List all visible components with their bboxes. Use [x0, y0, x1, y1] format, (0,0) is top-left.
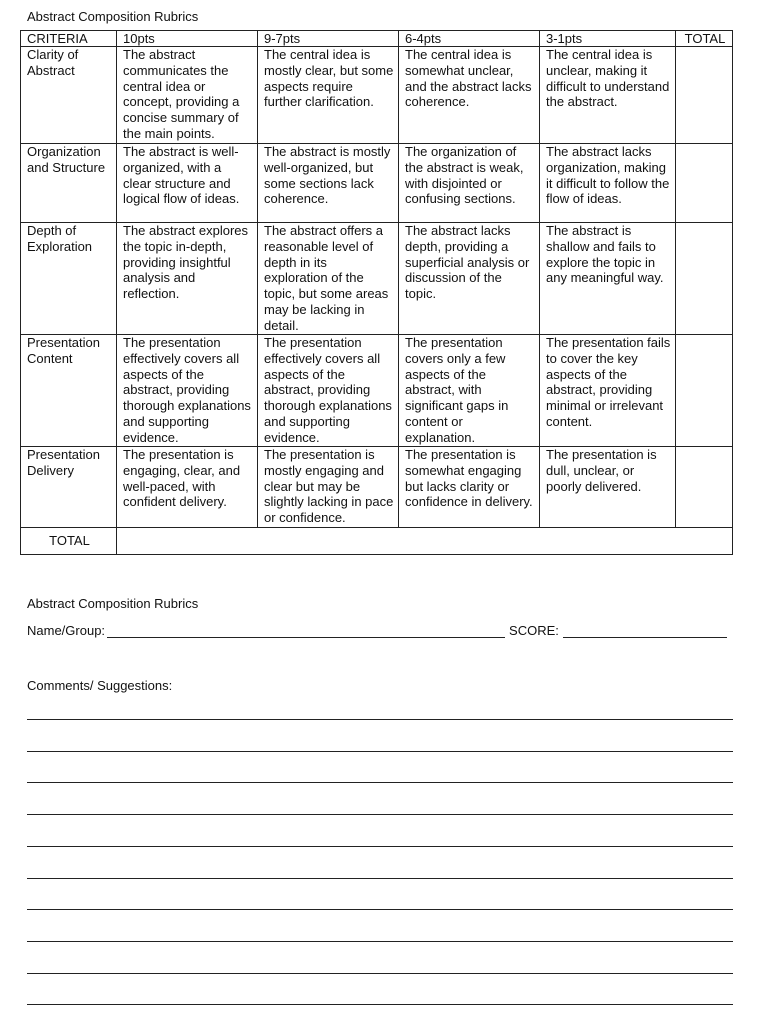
comment-line[interactable]	[27, 719, 733, 720]
criteria-cell: Clarity of Abstract	[21, 47, 117, 144]
rubric-cell: The presentation is dull, unclear, or poorly delivered.	[540, 447, 676, 528]
column-header-criteria: CRITERIA	[21, 31, 117, 47]
total-row	[21, 528, 733, 555]
form-title: Abstract Composition Rubrics	[27, 596, 199, 611]
table-row	[21, 223, 733, 335]
rubric-cell: The presentation effectively covers all aspects of the abstract, providing thorough explanations and supporting evidence.	[258, 335, 399, 447]
column-header-6-4pts: 6-4pts	[399, 31, 540, 47]
name-group-label: Name/Group:	[27, 623, 106, 638]
total-row-label: TOTAL	[21, 528, 117, 555]
total-score-cell[interactable]	[676, 335, 733, 447]
table-row	[21, 335, 733, 447]
total-score-cell[interactable]	[676, 144, 733, 223]
comment-line[interactable]	[27, 909, 733, 910]
total-score-cell[interactable]	[676, 447, 733, 528]
table-row	[21, 144, 733, 223]
comment-line[interactable]	[27, 973, 733, 974]
comment-line[interactable]	[27, 878, 733, 879]
rubric-cell: The central idea is unclear, making it difficult to understand the abstract.	[540, 47, 676, 144]
rubric-cell: The presentation covers only a few aspects of the abstract, with significant gaps in content or explanation.	[399, 335, 540, 447]
rubric-cell: The abstract lacks depth, providing a superficial analysis or discussion of the topic.	[399, 223, 540, 335]
criteria-cell: Presentation Delivery	[21, 447, 117, 528]
rubric-cell: The central idea is mostly clear, but some aspects require further clarification.	[258, 47, 399, 144]
score-field[interactable]	[563, 623, 727, 638]
comment-line[interactable]	[27, 782, 733, 783]
total-score-cell[interactable]	[676, 223, 733, 335]
table-row	[21, 447, 733, 528]
rubric-cell: The abstract explores the topic in-depth, providing insightful analysis and reflection.	[117, 223, 258, 335]
rubric-cell: The presentation is somewhat engaging but lacks clarity or confidence in delivery.	[399, 447, 540, 528]
rubric-table	[20, 30, 733, 555]
column-header-total: TOTAL	[676, 31, 733, 47]
table-header-row	[21, 31, 733, 47]
table-row	[21, 47, 733, 144]
rubric-cell: The organization of the abstract is weak, with disjointed or confusing sections.	[399, 144, 540, 223]
rubric-cell: The central idea is somewhat unclear, and the abstract lacks coherence.	[399, 47, 540, 144]
grand-total-cell[interactable]	[117, 528, 733, 555]
comment-line[interactable]	[27, 751, 733, 752]
rubric-cell: The presentation effectively covers all aspects of the abstract, providing thorough explanations and supporting evidence.	[117, 335, 258, 447]
column-header-9-7pts: 9-7pts	[258, 31, 399, 47]
rubric-cell: The abstract is well-organized, with a clear structure and logical flow of ideas.	[117, 144, 258, 223]
rubric-cell: The presentation is mostly engaging and clear but may be slightly lacking in pace or confidence.	[258, 447, 399, 528]
column-header-10pts: 10pts	[117, 31, 258, 47]
rubric-cell: The abstract offers a reasonable level of depth in its exploration of the topic, but some areas may be lacking in detail.	[258, 223, 399, 335]
rubric-cell: The abstract is mostly well-organized, but some sections lack coherence.	[258, 144, 399, 223]
total-score-cell[interactable]	[676, 47, 733, 144]
rubric-cell: The abstract is shallow and fails to explore the topic in any meaningful way.	[540, 223, 676, 335]
comment-line[interactable]	[27, 846, 733, 847]
name-group-field[interactable]	[107, 623, 505, 638]
comment-line[interactable]	[27, 814, 733, 815]
rubric-cell: The presentation is engaging, clear, and well-paced, with confident delivery.	[117, 447, 258, 528]
criteria-cell: Depth of Exploration	[21, 223, 117, 335]
rubric-cell: The abstract lacks organization, making it difficult to follow the flow of ideas.	[540, 144, 676, 223]
comment-line[interactable]	[27, 941, 733, 942]
comments-label: Comments/ Suggestions:	[27, 678, 173, 693]
score-label: SCORE:	[509, 623, 559, 638]
rubric-cell: The presentation fails to cover the key aspects of the abstract, providing minimal or irrelevant content.	[540, 335, 676, 447]
name-score-row	[27, 623, 733, 638]
comment-line[interactable]	[27, 1004, 733, 1005]
page-title: Abstract Composition Rubrics	[27, 9, 199, 24]
rubric-cell: The abstract communicates the central idea or concept, providing a concise summary of the main points.	[117, 47, 258, 144]
column-header-3-1pts: 3-1pts	[540, 31, 676, 47]
criteria-cell: Presentation Content	[21, 335, 117, 447]
criteria-cell: Organization and Structure	[21, 144, 117, 223]
